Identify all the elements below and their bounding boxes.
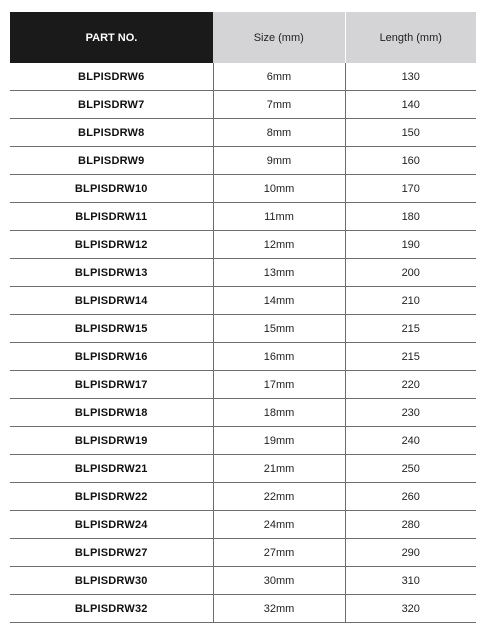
length-cell: 210 [345,287,476,315]
length-cell: 260 [345,483,476,511]
header-length: Length (mm) [345,12,476,63]
part-number-cell: BLPISDRW14 [10,287,213,315]
table-row [10,259,476,287]
header-size: Size (mm) [213,12,345,63]
table-row [10,371,476,399]
size-cell: 7mm [213,91,345,119]
part-number-cell: BLPISDRW7 [10,91,213,119]
table-row [10,119,476,147]
part-number-cell: BLPISDRW27 [10,539,213,567]
table-body [10,63,476,623]
size-cell: 15mm [213,315,345,343]
table-row [10,483,476,511]
table-row [10,147,476,175]
size-cell: 14mm [213,287,345,315]
part-number-cell: BLPISDRW6 [10,63,213,91]
part-number-cell: BLPISDRW10 [10,175,213,203]
size-cell: 12mm [213,231,345,259]
size-cell: 10mm [213,175,345,203]
size-cell: 24mm [213,511,345,539]
size-cell: 27mm [213,539,345,567]
size-cell: 8mm [213,119,345,147]
table-row [10,511,476,539]
part-number-cell: BLPISDRW32 [10,595,213,623]
part-number-cell: BLPISDRW12 [10,231,213,259]
size-cell: 22mm [213,483,345,511]
size-cell: 6mm [213,63,345,91]
header-row [10,12,476,63]
length-cell: 160 [345,147,476,175]
table-header [10,12,476,63]
size-cell: 17mm [213,371,345,399]
part-number-cell: BLPISDRW22 [10,483,213,511]
size-cell: 32mm [213,595,345,623]
length-cell: 215 [345,343,476,371]
length-cell: 130 [345,63,476,91]
length-cell: 320 [345,595,476,623]
part-number-cell: BLPISDRW11 [10,203,213,231]
header-part-no: PART NO. [10,12,213,63]
part-number-cell: BLPISDRW17 [10,371,213,399]
part-number-cell: BLPISDRW9 [10,147,213,175]
length-cell: 250 [345,455,476,483]
part-number-cell: BLPISDRW16 [10,343,213,371]
length-cell: 310 [345,567,476,595]
part-number-cell: BLPISDRW19 [10,427,213,455]
table-row [10,399,476,427]
table-row [10,539,476,567]
size-cell: 19mm [213,427,345,455]
size-cell: 21mm [213,455,345,483]
length-cell: 215 [345,315,476,343]
table-row [10,175,476,203]
product-table [10,12,476,623]
product-table-container [10,12,476,623]
part-number-cell: BLPISDRW18 [10,399,213,427]
part-number-cell: BLPISDRW8 [10,119,213,147]
table-row [10,343,476,371]
length-cell: 200 [345,259,476,287]
size-cell: 30mm [213,567,345,595]
table-row [10,203,476,231]
part-number-cell: BLPISDRW24 [10,511,213,539]
part-number-cell: BLPISDRW15 [10,315,213,343]
size-cell: 13mm [213,259,345,287]
table-row [10,427,476,455]
length-cell: 170 [345,175,476,203]
length-cell: 180 [345,203,476,231]
length-cell: 230 [345,399,476,427]
table-row [10,231,476,259]
part-number-cell: BLPISDRW21 [10,455,213,483]
table-row [10,567,476,595]
length-cell: 280 [345,511,476,539]
table-row [10,287,476,315]
size-cell: 18mm [213,399,345,427]
table-row [10,455,476,483]
length-cell: 140 [345,91,476,119]
size-cell: 9mm [213,147,345,175]
table-row [10,315,476,343]
part-number-cell: BLPISDRW30 [10,567,213,595]
length-cell: 240 [345,427,476,455]
size-cell: 16mm [213,343,345,371]
table-row [10,91,476,119]
table-row [10,595,476,623]
table-row [10,63,476,91]
size-cell: 11mm [213,203,345,231]
length-cell: 150 [345,119,476,147]
part-number-cell: BLPISDRW13 [10,259,213,287]
length-cell: 220 [345,371,476,399]
length-cell: 190 [345,231,476,259]
length-cell: 290 [345,539,476,567]
